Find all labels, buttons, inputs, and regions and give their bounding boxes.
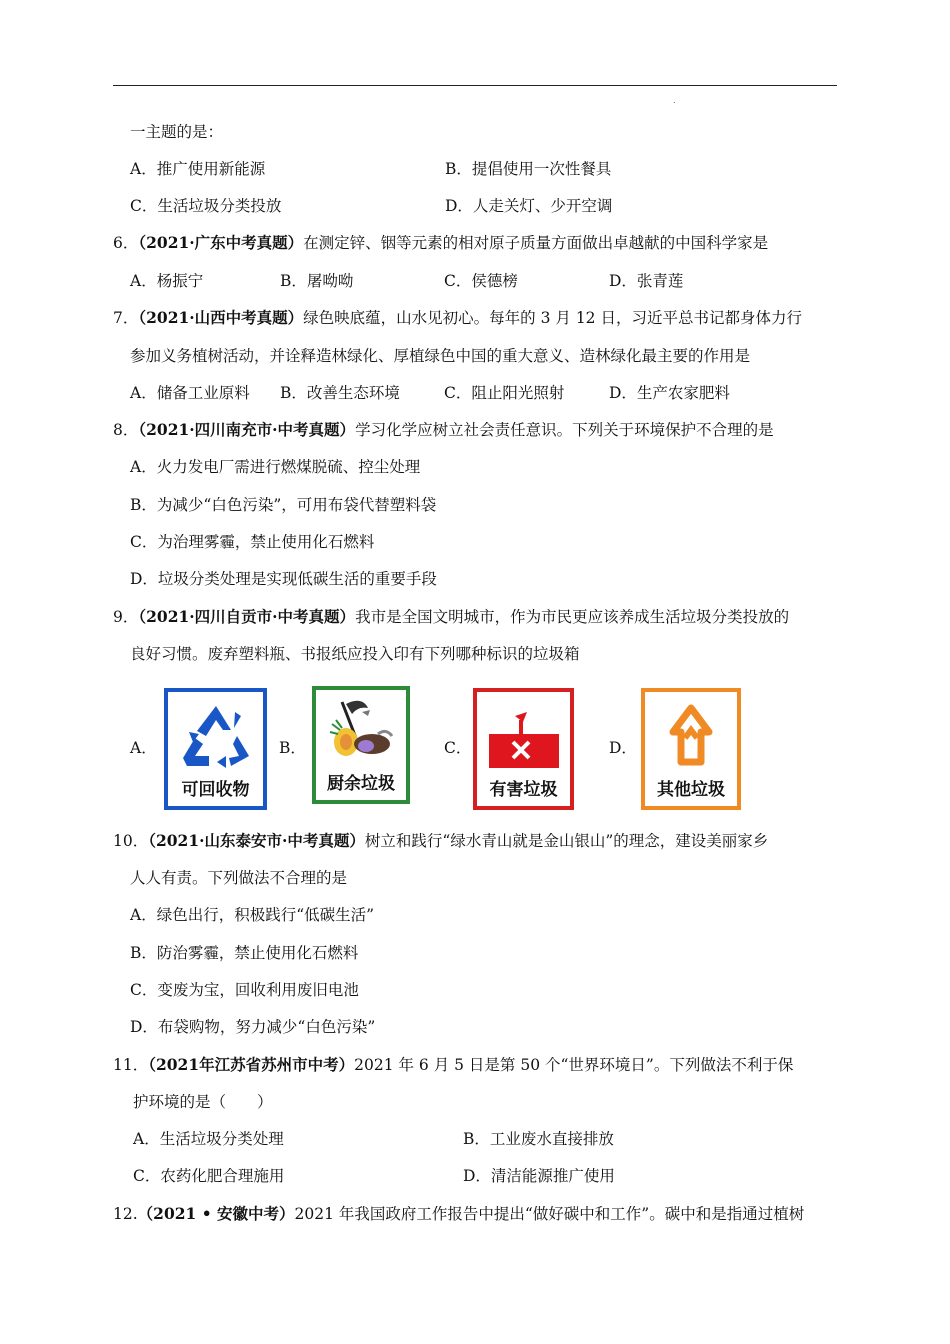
q9-option-c-letter: C． — [444, 739, 472, 757]
recyclable-sign — [164, 688, 267, 810]
q10-option-d: D．布袋购物，努力减少“白色污染” — [130, 1018, 376, 1036]
other-waste-caption: 其他垃圾 — [657, 780, 725, 800]
q6-option-a: A．杨振宁 — [130, 272, 204, 290]
question-8 — [113, 419, 774, 441]
q11-source: （2021年江苏省苏州市中考） — [148, 1055, 355, 1074]
other-waste-icon — [657, 702, 725, 770]
q9-text-1: 我市是全国文明城市，作为市民更应该养成生活垃圾分类投放的 — [355, 608, 790, 626]
recycle-icon — [179, 702, 253, 772]
q10-text-2: 人人有责。下列做法不合理的是 — [130, 869, 348, 887]
q9-source: （2021·四川自贡市·中考真题） — [138, 607, 356, 626]
q9-text-2: 良好习惯。废弃塑料瓶、书报纸应投入印有下列哪种标识的垃圾箱 — [130, 645, 580, 663]
q8-text: 学习化学应树立社会责任意识。下列关于环境保护不合理的是 — [355, 421, 774, 439]
q10-option-c: C．变废为宝，回收利用废旧电池 — [130, 981, 359, 999]
q12-source: （2021 • 安徽中考） — [137, 1204, 295, 1223]
other-waste-sign — [641, 688, 741, 810]
question-9 — [113, 606, 789, 628]
q11-option-c: C．农药化肥合理施用 — [133, 1167, 285, 1185]
header-dot: . — [673, 96, 676, 105]
q8-option-a: A．火力发电厂需进行燃煤脱硫、控尘处理 — [130, 458, 421, 476]
q8-option-c: C．为治理雾霾，禁止使用化石燃料 — [130, 533, 375, 551]
q6-option-c: C．侯德榜 — [444, 272, 518, 290]
q6-option-b: B．屠呦呦 — [280, 272, 354, 290]
q8-option-b: B．为减少“白色污染”，可用布袋代替塑料袋 — [130, 496, 437, 514]
hazardous-caption: 有害垃圾 — [489, 780, 558, 800]
q10-option-b: B．防治雾霾，禁止使用化石燃料 — [130, 944, 359, 962]
recyclable-caption: 可回收物 — [181, 780, 250, 800]
q9-option-a-letter: A． — [130, 739, 157, 757]
q8-option-d: D．垃圾分类处理是实现低碳生活的重要手段 — [130, 570, 437, 588]
q7-source: （2021·山西中考真题） — [138, 308, 304, 327]
q12-text: 2021 年我国政府工作报告中提出“做好碳中和工作”。碳中和是指通过植树 — [294, 1205, 805, 1223]
q11-number: 11． — [113, 1056, 149, 1074]
food-waste-sign — [312, 686, 410, 804]
q5-stem: 一主题的是： — [130, 123, 224, 141]
q11-text-1: 2021 年 6 月 5 日是第 50 个“世界环境日”。下列做法不利于保 — [354, 1056, 794, 1074]
question-11 — [113, 1054, 793, 1076]
q6-source: （2021·广东中考真题） — [138, 233, 304, 252]
question-7 — [113, 307, 802, 329]
q7-text-1: 绿色映底蕴，山水见初心。每年的 3 月 12 日，习近平总书记都身体力行 — [303, 309, 802, 327]
question-12 — [113, 1203, 804, 1225]
question-6 — [113, 232, 768, 254]
q7-option-b: B．改善生态环境 — [280, 384, 400, 402]
q7-text-2: 参加义务植树活动，并诠释造林绿化、厚植绿色中国的重大意义、造林绿化最主要的作用是 — [130, 347, 751, 365]
q8-number: 8． — [113, 421, 139, 439]
hazardous-sign — [473, 688, 574, 810]
q9-number: 9． — [113, 608, 139, 626]
q9-option-d-letter: D． — [609, 739, 637, 757]
question-10 — [113, 830, 768, 852]
q12-number: 12. — [113, 1205, 138, 1223]
q11-option-b: B．工业废水直接排放 — [463, 1130, 614, 1148]
q7-option-d: D．生产农家肥料 — [609, 384, 730, 402]
q10-number: 10． — [113, 832, 149, 850]
hazardous-icon — [489, 702, 559, 768]
q8-source: （2021·四川南充市·中考真题） — [138, 420, 356, 439]
q6-text: 在测定锌、铟等元素的相对原子质量方面做出卓越献的中国科学家是 — [303, 234, 769, 252]
q11-text-2: 护环境的是（ ） — [133, 1093, 273, 1111]
q7-option-c: C．阻止阳光照射 — [444, 384, 565, 402]
q5-option-c: C．生活垃圾分类投放 — [130, 197, 282, 215]
q10-option-a: A．绿色出行，积极践行“低碳生活” — [130, 906, 375, 924]
q6-option-d: D．张青莲 — [609, 272, 684, 290]
q10-source: （2021·山东泰安市·中考真题） — [148, 831, 365, 850]
q5-option-b: B．提倡使用一次性餐具 — [445, 160, 612, 178]
q7-option-a: A．储备工业原料 — [130, 384, 250, 402]
header-rule — [113, 85, 837, 86]
q11-option-d: D．清洁能源推广使用 — [463, 1167, 615, 1185]
q5-option-a: A．推广使用新能源 — [130, 160, 266, 178]
q9-option-b-letter: B． — [279, 739, 306, 757]
food-waste-caption: 厨余垃圾 — [327, 774, 395, 794]
q10-text-1: 树立和践行“绿水青山就是金山银山”的理念，建设美丽家乡 — [364, 832, 769, 850]
q5-option-d: D．人走关灯、少开空调 — [445, 197, 613, 215]
food-waste-icon — [322, 694, 402, 768]
q11-option-a: A．生活垃圾分类处理 — [133, 1130, 284, 1148]
q6-number: 6． — [113, 234, 139, 252]
q7-number: 7． — [113, 309, 139, 327]
